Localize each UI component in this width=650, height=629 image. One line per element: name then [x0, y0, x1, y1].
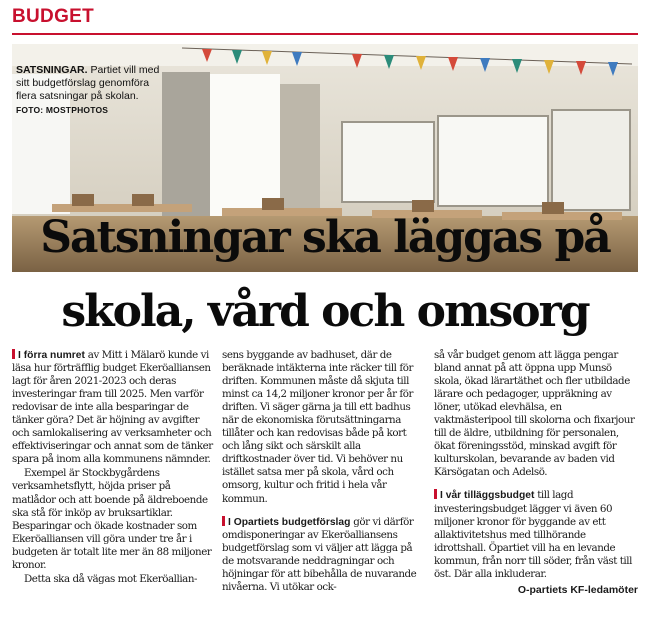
paragraph-lead: I vår tilläggsbudget — [440, 490, 535, 502]
paragraph-text: av Mitt i Mälarö kunde vi läsa hur förträfflig budget Ekeröalliansen lagt för åren 2021-2023 och deras investeringar fram till 2025. Men varför redovisar de inte alla besparingar de tänker göra? Det är höjning av avgifter och samlokalisering av verksamheter och effektiviseringar och annat som de tänker spara på inom alla kommunens nämnder. — [12, 349, 213, 466]
photo-credit: FOTO: MOSTPHOTOS — [16, 105, 109, 115]
photo-caption — [16, 64, 166, 117]
lead-marker — [434, 489, 437, 499]
caption-lead: SATSNINGAR. — [16, 64, 88, 76]
paragraph — [222, 516, 426, 594]
paragraph-lead: I Opartiets budgetförslag — [228, 516, 351, 528]
section-label: BUDGET — [12, 6, 95, 27]
paragraph — [12, 349, 215, 466]
caption-text: Partiet vill med sitt budgetförslag genomföra flera satsningar på skolan. — [16, 64, 160, 102]
paragraph-text: till lagd investeringsbudget lägger vi även 60 miljoner kronor för byggande av ett allaktivitetshus med tillhörande idrottshall. Öpartiet vill ha en levande kommun, från norr till söder, från väst till öst. Där alla inkluderar. — [434, 489, 632, 580]
paragraph: Exempel är Stockbygårdens verksamhetsflytt, höjda priser på matlådor och att boende på äldreboende ska stå för inköp av bruksartiklar. Besparingar och ökade kostnader som Ekeröalliansen vill göra under tre år i budgeten är totalt lite mer än 88 miljoner kronor. — [12, 467, 212, 571]
lead-marker — [222, 516, 225, 526]
paragraph-gap — [434, 479, 638, 489]
paragraph: sens byggande av badhuset, där de beräknade intäkterna inte räcker till för driften. Kommunen måste då skjuta till minst ca 14,2 miljoner kronor per år för driften. Vi säger gärna ja till ett badhus när de ekonomiska förutsättningarna tillåter och kan redovisas både på kort och lång sikt och särskilt alla driftkostnader över tid. Vi behöver nu istället satsa mer på skola, vård och omsorg, kultur och fritid i hela vår kommun. — [222, 349, 413, 505]
paragraph-gap — [222, 506, 426, 516]
paragraph-lead: I förra numret — [18, 350, 85, 361]
section-rule — [12, 33, 638, 35]
headline-line-1: Satsningar ska läggas på — [40, 212, 610, 263]
signature: O-partiets KF-ledamöter — [517, 583, 638, 596]
paragraph: Detta ska då vägas mot Ekeröallian- — [24, 572, 198, 585]
headline-line-2: skola, vård och omsorg — [61, 286, 589, 337]
paragraph: så vår budget genom att lägga pengar bland annat på att öppna upp Munsö skola, ökad lärartäthet och fler utbildade lärare och pedagoger, uppräkning av löner, utökad elevhälsa, en vaktmästeripool till skolorna och fixarjour till de äldre, utbildning för personalen, ökat föreningsstöd, minskad avgift för kulturskolan, bevarande av baden vid Kärsögatan och Adelsö. — [434, 349, 635, 479]
lead-marker — [12, 349, 15, 359]
paragraph — [434, 489, 638, 580]
paragraph-text: gör vi därför omdisponeringar av Ekeröalliansens budgetförslag som vi väljer att lägga på de motsvarande neddragningar och höjningar för att bibehålla de nuvarande nivåerna. Vi utökar ock- — [222, 515, 417, 593]
column-1 — [12, 349, 215, 586]
column-2 — [222, 349, 426, 594]
column-3 — [434, 349, 638, 597]
